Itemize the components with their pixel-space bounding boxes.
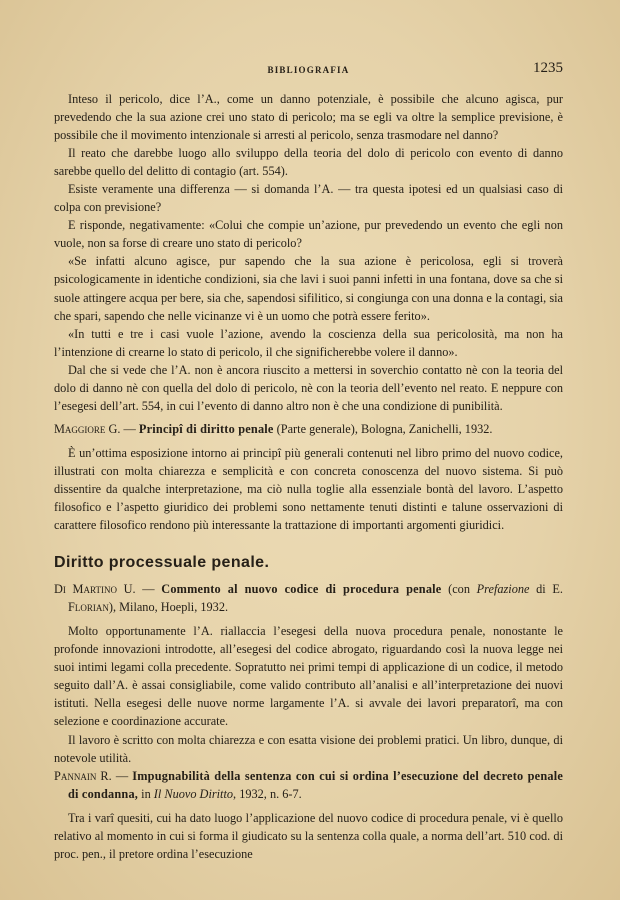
review-paragraph: Il lavoro è scritto con molta chiarezza e con esatta visione dei problemi pratici. Un libro, dunque, di notevole utilità. [54, 732, 563, 765]
review-author: Di Martino U. [54, 582, 136, 597]
review-paragraph: È un’ottima esposizione intorno ai principî più generali contenuti nel libro primo del nuovo codice, illustrati con molta chiarezza e semplicità e con concreta conoscenza del nuovo sistema. Si può dissentire da qualche interpretazione, ma ciò nulla toglie alla essenziale bontà del lavoro. L’aspetto filosofico e l’aspetto giuridico dei problemi sono nettamente tenuti distinti e talune osservazioni di carattere filosofico rendono più interessante la trattazione di importanti argomenti giuridici. [54, 445, 563, 533]
review-details: , 1932, n. 6-7. [233, 786, 302, 801]
review-paragraph: Tra i varî quesiti, cui ha dato luogo l’applicazione del nuovo codice di procedura penale, vi è quello relativo al momento in cui si forma il giudicato su la sentenza colla quale, a norma dell’art. 510 cod. di proc. pen., il pretore ordina l’esecuzione [54, 810, 563, 861]
page-header [54, 58, 563, 82]
review-journal: Il Nuovo Diritto [153, 786, 234, 801]
intro-paragraph: E risponde, negativamente: «Colui che compie un’azione, pur prevedendo un evento che egli non vuole, non sa forse di creare uno stato di pericolo? [54, 218, 563, 251]
section-heading: Diritto processuale penale. [54, 554, 270, 572]
review-author: Pannain R. [54, 768, 112, 783]
intro-paragraph: Dal che si vede che l’A. non è ancora riuscito a mettersi in soverchio contatto nè con la teoria del dolo di danno nè con quella del dolo di pericolo, nè con la teoria dell’evento nel reato. E neppure con l’esegesi dell’art. 554, in cui l’evento di danno altro non è che una condizione di punibilità. [54, 362, 563, 413]
review-title: Impugnabilità della sentenza con cui si ordina l’esecuzione del decreto penale di condanna, [68, 768, 564, 801]
review-preface-author: E. Florian [68, 582, 563, 615]
review-dash: — [135, 582, 162, 597]
review-dash: — [120, 421, 139, 436]
review-entry-maggiore [54, 420, 563, 438]
intro-paragraph: Esiste veramente una differenza — si domanda l’A. — tra questa ipotesi ed un qualsiasi caso di colpa con previsione? [54, 182, 563, 215]
review-paragraph: Molto opportunamente l’A. riallaccia l’esegesi della nuova procedura penale, nonostante le profonde innovazioni introdotte, all’esegesi del codice abrogato, riguardando così la nuova legge nei suoi intimi legami colla precedente. Sopratutto nei primi tempi di applicazione di un codice, il metodo seguito dall’A. è assai consigliabile, come valido contributo all’analisi e all’interpretazione dei nuovi istituti. Nella esegesi delle nuove norme largamente l’A. si avvale dei lavori preparatorî, ma con selezione e coordinazione accurate. [54, 624, 563, 729]
review-pre-preface: (con [441, 582, 477, 597]
intro-paragraph: «In tutti e tre i casi vuole l’azione, avendo la coscienza della sua pericolosità, ma non ha l’intenzione di crearne lo stato di pericolo, il che significherebbe volere il danno». [54, 326, 563, 359]
intro-paragraph: «Se infatti alcuno agisce, pur sapendo che la sua azione è pericolosa, egli si troverà psicologicamente in identiche condizioni, sia che lavi i suoi panni infetti in una fontana, dove sa che si suole attingere acqua per bere, sia che, sapendosi sifilitico, si congiunga con una donna e la contagi, sia che spari, sapendo che nelle vicinanze vi è un uomo che potrà essere ferito». [54, 254, 563, 323]
intro-paragraph [54, 144, 563, 180]
review-dash: — [111, 768, 133, 783]
review-details: ), Milano, Hoepli, 1932. [108, 600, 229, 615]
review-title: Commento al nuovo codice di procedura penale [161, 582, 442, 597]
intro-paragraph-text: Il reato che darebbe luogo allo sviluppo della teoria del dolo di pericolo con evento di danno sarebbe quello del delitto di contagio (art. 554). [54, 146, 563, 179]
review-preface-word: Prefazione [476, 582, 530, 597]
review-entry-di-martino [54, 580, 563, 616]
review-author: Maggiore G. [54, 421, 121, 436]
intro-paragraph: Inteso il pericolo, dice l’A., come un danno potenziale, è possibile che alcuno agisca, pur prevedendo che la sua azione crei uno stato di pericolo; ma se egli va oltre la semplice previsione, è possibile che il movimento intenzionale si arresti al pericolo, senza trasmodare nel danno? [54, 92, 563, 143]
review-details: (Parte generale), Bologna, Zanichelli, 1932. [273, 421, 493, 436]
page-body [54, 90, 563, 863]
running-title: BIBLIOGRAFIA [267, 65, 350, 75]
page-number: 1235 [533, 60, 563, 76]
review-title: Principî di diritto penale [138, 421, 274, 436]
review-entry-pannain [54, 767, 563, 803]
review-preface-by: di [529, 582, 553, 597]
review-in-word: in [138, 786, 154, 801]
